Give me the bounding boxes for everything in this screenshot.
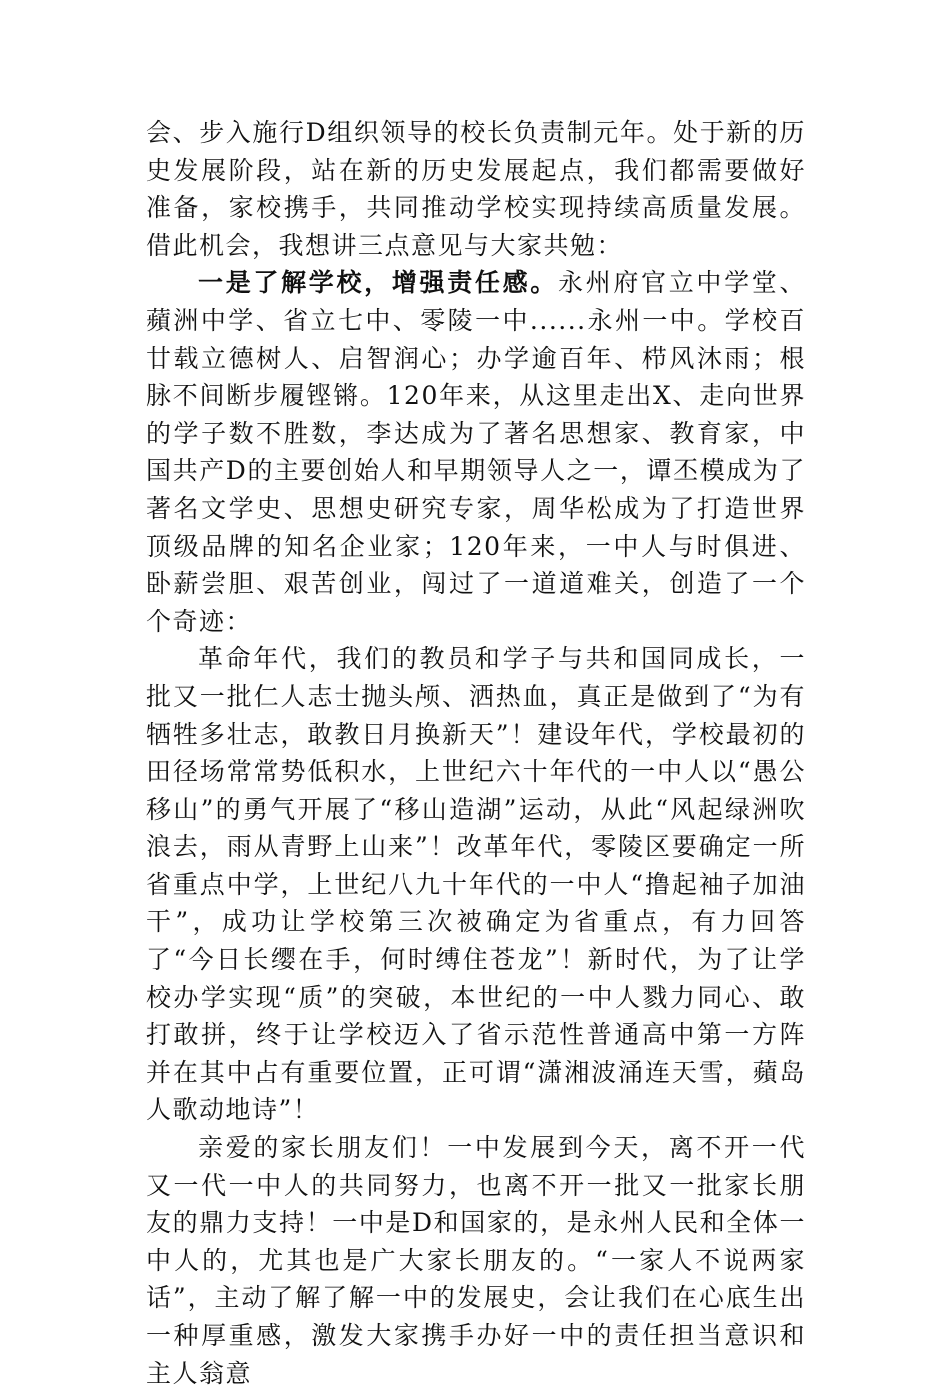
paragraph-history	[146, 640, 806, 1129]
paragraph-point-one	[146, 264, 806, 640]
paragraph-intro	[146, 114, 806, 264]
paragraph-text: 会、步入施行D组织领导的校长负责制元年。处于新的历史发展阶段，站在新的历史发展起点，我们都需要做好准备，家校携手，共同推动学校实现持续高质量发展。借此机会，我想讲三点意见与大家共勉：	[146, 118, 806, 260]
document-page	[146, 114, 806, 1392]
paragraph-text: 永州府官立中学堂、蘋洲中学、省立七中、零陵一中......永州一中。学校百廿载立德树人、启智润心；办学逾百年、栉风沐雨；根脉不间断步履铿锵。120年来，从这里走出X、走向世界的学子数不胜数，李达成为了著名思想家、教育家，中国共产D的主要创始人和早期领导人之一，谭丕模成为了著名文学史、思想史研究专家，周华松成为了打造世界顶级品牌的知名企业家；120年来，一中人与时俱进、卧薪尝胆、艰苦创业，闯过了一道道难关，创造了一个个奇迹：	[146, 268, 806, 636]
paragraph-parents	[146, 1129, 806, 1392]
paragraph-text: 亲爱的家长朋友们！一中发展到今天，离不开一代又一代一中人的共同努力，也离不开一批又一批家长朋友的鼎力支持！一中是D和国家的，是永州人民和全体一中人的，尤其也是广大家长朋友的。“一家人不说两家话”，主动了解了解一中的发展史，会让我们在心底生出一种厚重感，激发大家携手办好一中的责任担当意识和主人翁意	[146, 1133, 806, 1388]
paragraph-text: 革命年代，我们的教员和学子与共和国同成长，一批又一批仁人志士抛头颅、洒热血，真正是做到了“为有牺牲多壮志，敢教日月换新天”！建设年代，学校最初的田径场常常势低积水，上世纪六十年代的一中人以“愚公移山”的勇气开展了“移山造湖”运动，从此“风起绿洲吹浪去，雨从青野上山来”！改革年代，零陵区要确定一所省重点中学，上世纪八九十年代的一中人“撸起袖子加油干”，成功让学校第三次被确定为省重点，有力回答了“今日长缨在手，何时缚住苍龙”！新时代，为了让学校办学实现“质”的突破，本世纪的一中人戮力同心、敢打敢拼，终于让学校迈入了省示范性普通高中第一方阵并在其中占有重要位置，正可谓“潇湘波涌连天雪，蘋岛人歌动地诗”！	[146, 644, 806, 1125]
paragraph-heading: 一是了解学校，增强责任感。	[198, 268, 558, 298]
